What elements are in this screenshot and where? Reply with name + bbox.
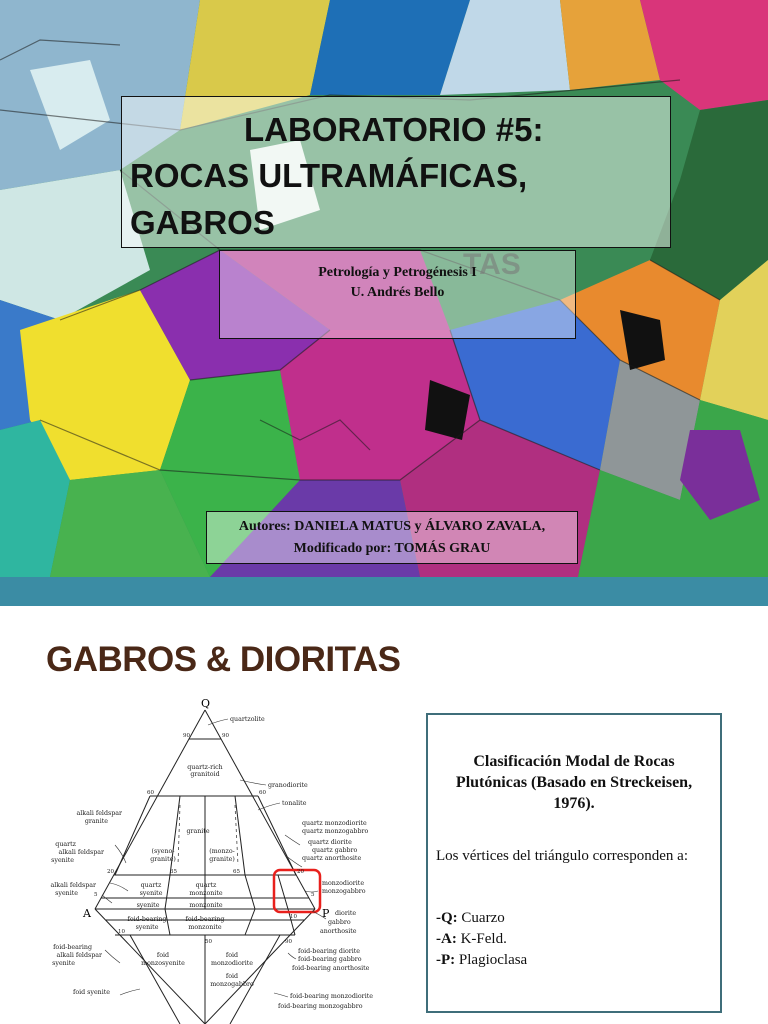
info-box-text: Los vértices del triángulo corresponden a: bbox=[436, 848, 688, 864]
tick: 10 bbox=[118, 929, 125, 935]
field-label: monzosyenite bbox=[141, 960, 185, 967]
outer-label: quartz bbox=[55, 841, 76, 848]
outer-label: monzodiorite bbox=[322, 880, 365, 887]
field-label: syenite bbox=[135, 924, 159, 931]
modified-by-text: Modificado por: TOMÁS GRAU bbox=[293, 541, 491, 556]
field-label: syenite bbox=[136, 902, 160, 909]
university-name: U. Andrés Bello bbox=[350, 285, 445, 300]
outer-label: diorite bbox=[335, 910, 357, 917]
field-label: granite bbox=[186, 828, 210, 835]
vertex-key: -P: bbox=[436, 952, 456, 968]
vertex-q: Q bbox=[201, 697, 211, 710]
outer-label: foid-bearing monzogabbro bbox=[278, 1003, 363, 1010]
tick: 90 bbox=[285, 939, 292, 945]
outer-label: granodiorite bbox=[268, 782, 308, 789]
field-label: monzonite bbox=[189, 890, 223, 897]
vertex-item-a bbox=[436, 929, 706, 950]
partially-hidden-text: TAS bbox=[463, 248, 521, 281]
outer-label: tonalite bbox=[282, 800, 307, 807]
outer-label: alkali feldspar bbox=[76, 810, 122, 817]
outer-label: quartz gabbro bbox=[312, 847, 358, 854]
outer-label: foid-bearing monzodiorite bbox=[290, 993, 373, 1000]
field-label: granitoid bbox=[190, 771, 220, 778]
outer-label: foid-bearing diorite bbox=[298, 948, 361, 955]
field-label: (syeno- bbox=[151, 848, 175, 855]
field-label: (monzo- bbox=[209, 848, 235, 855]
outer-label: alkali feldspar bbox=[58, 849, 104, 856]
outer-label: granite bbox=[84, 818, 108, 825]
field-label: monzogabbro bbox=[210, 981, 254, 988]
vertex-item-q bbox=[436, 908, 706, 929]
vertex-p: P bbox=[322, 907, 330, 920]
outer-label: foid-bearing gabbro bbox=[298, 956, 362, 963]
title-line-3: GABROS bbox=[130, 204, 275, 241]
vertex-key: -Q: bbox=[436, 910, 458, 926]
outer-label: syenite bbox=[52, 960, 75, 967]
outer-label: quartz anorthosite bbox=[302, 855, 362, 862]
info-box-title: Clasificación Modal de Rocas Plutónicas (Basado en Streckeisen, 1976). bbox=[455, 753, 693, 812]
tick: 20 bbox=[107, 869, 114, 875]
outer-label: monzogabbro bbox=[322, 888, 366, 895]
outer-label: quartz diorite bbox=[308, 839, 352, 846]
tick: 90 bbox=[183, 733, 190, 739]
vertex-a: A bbox=[83, 907, 91, 920]
field-label: granite) bbox=[209, 856, 235, 863]
slide-title: GABROS & DIORITAS bbox=[46, 640, 401, 679]
field-label: monzonite bbox=[188, 924, 222, 931]
streckeisen-qap-diagram bbox=[30, 695, 410, 1024]
field-label: quartz bbox=[195, 882, 217, 889]
authors-box bbox=[206, 511, 578, 564]
tick: 20 bbox=[297, 869, 304, 875]
field-label: monzonite bbox=[189, 902, 223, 909]
field-label: quartz-rich bbox=[187, 764, 223, 771]
tick: 90 bbox=[222, 733, 229, 739]
vertex-item-p bbox=[436, 950, 706, 971]
outer-label: quartzolite bbox=[230, 716, 265, 723]
vertex-value: Plagioclasa bbox=[455, 952, 528, 968]
field-label: foid-bearing bbox=[185, 916, 225, 923]
tick: 10 bbox=[290, 914, 297, 920]
vertex-list bbox=[436, 908, 706, 971]
tick: 35 bbox=[170, 869, 177, 875]
field-label: granite) bbox=[150, 856, 176, 863]
vertex-value: K-Feld. bbox=[456, 931, 507, 947]
course-name: Petrología y Petrogénesis I bbox=[318, 265, 477, 280]
vertex-value: Cuarzo bbox=[457, 910, 505, 926]
outer-label: syenite bbox=[51, 857, 74, 864]
outer-label: quartz monzodiorite bbox=[302, 820, 367, 827]
tick: 60 bbox=[147, 790, 154, 796]
tick: 50 bbox=[205, 939, 212, 945]
field-label: foid bbox=[225, 973, 239, 980]
field-label: syenite bbox=[139, 890, 163, 897]
tick: 65 bbox=[233, 869, 240, 875]
title-box bbox=[121, 96, 671, 248]
outer-label: foid-bearing bbox=[53, 944, 92, 951]
outer-label: anorthosite bbox=[320, 928, 357, 935]
tick: 5 bbox=[311, 892, 315, 898]
vertex-key: -A: bbox=[436, 931, 457, 947]
title-line-1: LABORATORIO #5: bbox=[244, 111, 544, 148]
outer-label: alkali feldspar bbox=[50, 882, 96, 889]
field-label: foid-bearing bbox=[127, 916, 167, 923]
classification-info-box bbox=[426, 713, 722, 1013]
outer-label: quartz monzogabbro bbox=[302, 828, 369, 835]
outer-label: alkali feldspar bbox=[56, 952, 102, 959]
authors-text: Autores: DANIELA MATUS y ÁLVARO ZAVALA, bbox=[238, 519, 546, 534]
field-label: foid bbox=[225, 952, 239, 959]
title-line-2: ROCAS ULTRAMÁFICAS, bbox=[130, 157, 528, 194]
field-label: monzodiorite bbox=[210, 960, 254, 967]
tick: 5 bbox=[94, 892, 98, 898]
outer-label: syenite bbox=[55, 890, 78, 897]
course-box bbox=[219, 250, 576, 339]
slide-divider-bar bbox=[0, 577, 768, 606]
outer-label: foid syenite bbox=[72, 989, 110, 996]
outer-label: gabbro bbox=[328, 919, 351, 926]
field-label: foid bbox=[156, 952, 170, 959]
tick: 60 bbox=[259, 790, 266, 796]
field-label: quartz bbox=[140, 882, 162, 889]
outer-label: foid-bearing anorthosite bbox=[292, 965, 370, 972]
